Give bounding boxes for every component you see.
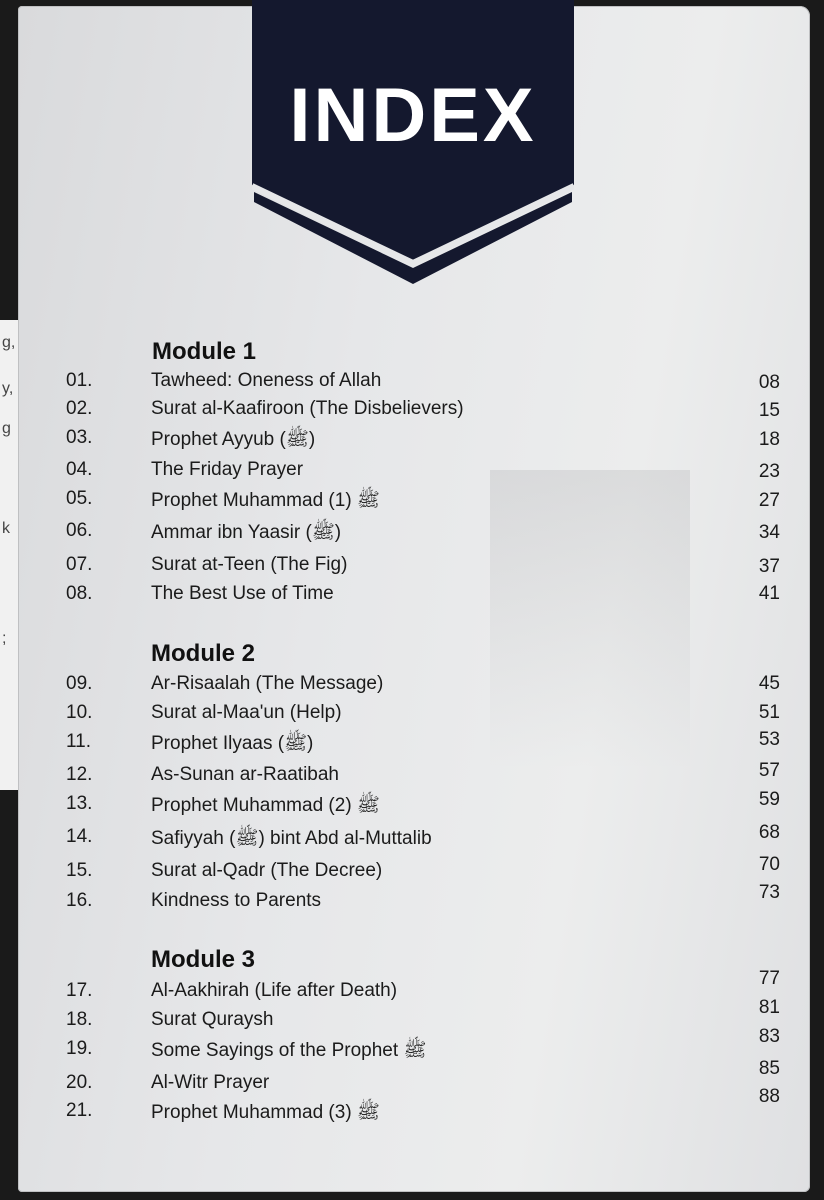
entry-title: Prophet Muhammad ﷺ (2) (151, 795, 380, 816)
entry-title: Al-Witr Prayer (151, 1072, 270, 1093)
entry-title: Surat al-Maa'un (Help) (151, 702, 342, 723)
entry-page: 73 (758, 882, 780, 903)
entry-page: 18 (758, 429, 780, 450)
entry-page: 08 (758, 372, 780, 393)
index-entry (0, 789, 824, 823)
entry-title: Surat at-Teen (The Fig) (151, 554, 348, 575)
index-entry (0, 968, 824, 1010)
entry-page: 51 (758, 702, 780, 723)
entry-page: 88 (758, 1086, 780, 1107)
entry-page: 34 (758, 522, 780, 543)
index-entry (0, 822, 824, 856)
entry-title: Kindness to Parents (151, 890, 322, 911)
entry-page: 85 (758, 1058, 780, 1079)
entry-number: 03. (66, 427, 93, 448)
entry-number: 17. (66, 980, 93, 1001)
index-entry (0, 731, 824, 761)
entry-number: 21. (66, 1100, 93, 1121)
entry-title: Prophet Ilyaas (ﷺ) (151, 733, 314, 754)
entry-number: 20. (66, 1072, 93, 1093)
entry-number: 04. (66, 459, 93, 480)
entry-number: 02. (66, 398, 93, 419)
entry-page: 37 (758, 556, 780, 577)
entry-page: 41 (758, 583, 780, 604)
entry-page: 68 (758, 822, 780, 843)
index-entry (0, 882, 824, 920)
index-entry (0, 554, 824, 584)
entry-page: 53 (758, 729, 780, 750)
entry-title: As-Sunan ar-Raatibah (151, 764, 339, 785)
entry-title: Ammar ibn Yaasir (ﷺ) (151, 522, 342, 543)
module-heading: Module 1 (152, 338, 257, 365)
index-entry (0, 488, 824, 518)
entry-number: 19. (66, 1038, 93, 1059)
entry-page: 57 (758, 760, 780, 781)
entry-title: Prophet Muhammad ﷺ (3) (151, 1102, 380, 1123)
entry-number: 15. (66, 860, 93, 881)
entry-title: Some Sayings of the Prophet ﷺ (151, 1040, 427, 1061)
index-entry (0, 702, 824, 732)
index-entry (0, 398, 824, 428)
entry-number: 13. (66, 793, 93, 814)
index-entry (0, 520, 824, 550)
entry-title: Surat al-Qadr (The Decree) (151, 860, 383, 881)
entry-title: Safiyyah (ﷺ) bint Abd al-Muttalib (151, 828, 432, 849)
module-heading: Module 3 (151, 946, 256, 973)
entry-title: Prophet Muhammad ﷺ (1) (151, 490, 380, 511)
index-entry (0, 997, 824, 1039)
entry-number: 08. (66, 583, 93, 604)
entry-page: 81 (758, 997, 780, 1018)
entry-page: 70 (758, 854, 780, 875)
entry-number: 16. (66, 890, 93, 911)
entry-page: 27 (758, 490, 780, 511)
entry-page: 83 (758, 1026, 780, 1047)
entry-page: 45 (758, 673, 780, 694)
entry-page: 23 (758, 461, 780, 482)
index-entry (0, 1026, 824, 1068)
index-entry (0, 370, 824, 400)
entry-title: Surat al-Kaafiroon (The Disbelievers) (151, 398, 464, 419)
entry-page: 15 (758, 400, 780, 421)
page-title: INDEX (289, 73, 537, 158)
index-entry (0, 673, 824, 703)
index-entry (0, 760, 824, 794)
entry-number: 07. (66, 554, 93, 575)
entry-number: 06. (66, 520, 93, 541)
entry-number: 10. (66, 702, 93, 723)
entry-title: Tawheed: Oneness of Allah (151, 370, 382, 391)
entry-page: 77 (758, 968, 780, 989)
index-entry (0, 459, 824, 489)
entry-number: 09. (66, 673, 93, 694)
entry-title: The Friday Prayer (151, 459, 304, 480)
entry-number: 12. (66, 764, 93, 785)
entry-number: 11. (66, 731, 92, 752)
index-entry (0, 583, 824, 613)
index-entry (0, 1086, 824, 1130)
entry-title: Prophet Ayyub (ﷺ) (151, 429, 316, 450)
entry-title: Ar-Risaalah (The Message) (151, 673, 384, 694)
entry-title: Surat Quraysh (151, 1009, 274, 1030)
entry-number: 01. (66, 370, 93, 391)
adjacent-page-edge: g, y, g k ; (0, 320, 18, 790)
index-entry (0, 427, 824, 457)
index-entry (0, 1058, 824, 1102)
entry-number: 14. (66, 826, 93, 847)
module-heading: Module 2 (151, 640, 256, 667)
entry-number: 05. (66, 488, 93, 509)
entry-page: 59 (758, 789, 780, 810)
entry-number: 18. (66, 1009, 93, 1030)
entry-title: Al-Aakhirah (Life after Death) (151, 980, 398, 1001)
index-entry (0, 854, 824, 890)
entry-title: The Best Use of Time (151, 583, 334, 604)
